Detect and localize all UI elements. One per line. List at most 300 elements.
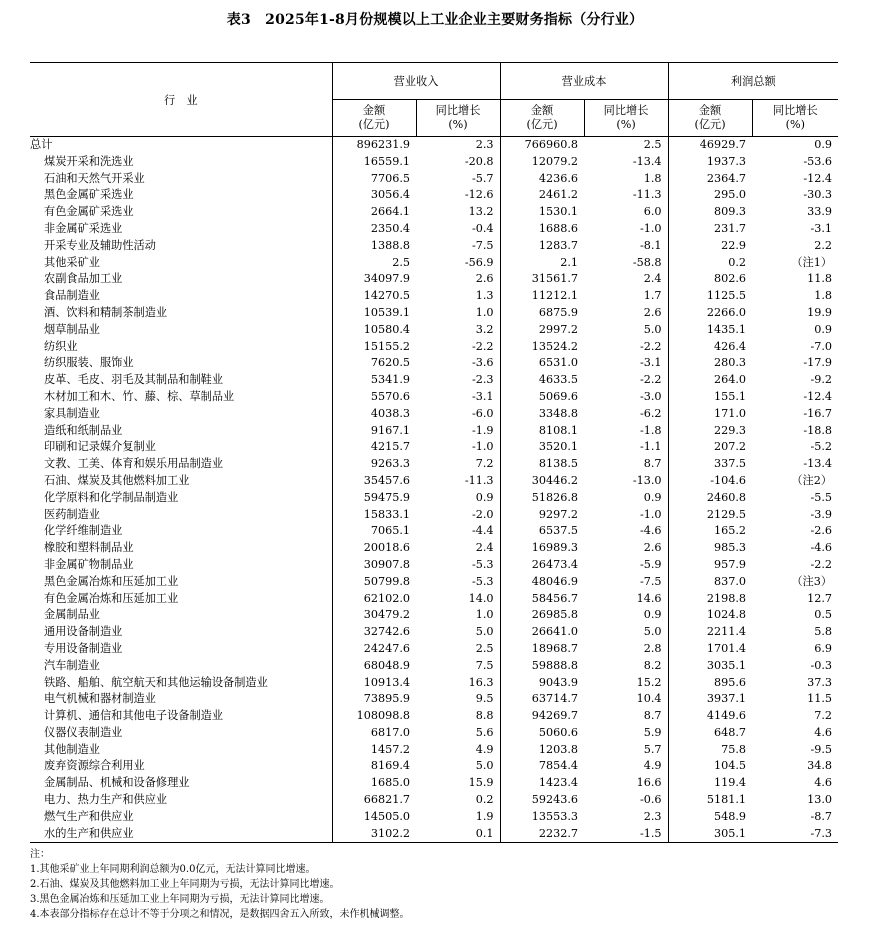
cost-amount-cell: 6531.0 <box>500 355 584 372</box>
cost-growth-cell: -1.5 <box>584 826 668 843</box>
revenue-amount-cell: 4215.7 <box>332 439 416 456</box>
industry-name-cell: 汽车制造业 <box>44 658 100 672</box>
table-row <box>30 305 838 322</box>
revenue-growth-cell: 4.9 <box>475 742 494 756</box>
profit-growth-cell: （注1） <box>791 255 833 269</box>
profit-growth-cell: （注2） <box>791 473 833 487</box>
revenue-amount-cell: 5341.9 <box>332 372 416 389</box>
revenue-amount-cell: 62102.0 <box>332 591 416 608</box>
industry-name-cell: 开采专业及辅助性活动 <box>44 238 156 252</box>
profit-growth-cell: -7.0 <box>810 339 833 353</box>
revenue-growth-cell: 5.6 <box>475 725 494 739</box>
cost-growth-cell: 0.9 <box>643 608 662 622</box>
profit-growth-cell: 2.2 <box>814 238 833 252</box>
profit-amount-cell: 207.2 <box>668 439 752 456</box>
revenue-growth-cell: 2.6 <box>475 272 494 286</box>
cost-growth-cell: 5.7 <box>643 742 662 756</box>
profit-growth-cell: 13.0 <box>807 793 833 807</box>
page-title: 表3 2025年1-8月份规模以上工业企业主要财务指标（分行业） <box>226 12 644 28</box>
profit-amount-cell: 264.0 <box>668 372 752 389</box>
profit-growth-cell: -13.4 <box>803 457 833 471</box>
profit-growth-cell: 37.3 <box>807 675 833 689</box>
revenue-growth-cell: 1.0 <box>475 305 494 319</box>
revenue-amount-cell: 1457.2 <box>332 742 416 759</box>
profit-amount-cell: 5181.1 <box>668 792 752 809</box>
revenue-growth-cell: 0.9 <box>475 490 494 504</box>
industry-name-cell: 文教、工美、体育和娱乐用品制造业 <box>44 457 224 471</box>
cost-amount-cell: 2232.7 <box>500 826 584 843</box>
profit-amount-cell: 305.1 <box>668 826 752 843</box>
revenue-amount-cell: 15155.2 <box>332 339 416 356</box>
profit-growth-cell: 12.7 <box>807 591 833 605</box>
profit-amount-cell: 895.6 <box>668 675 752 692</box>
profit-growth-cell: -9.2 <box>810 373 833 387</box>
table-row <box>30 742 838 759</box>
revenue-growth-cell: -11.3 <box>464 473 494 487</box>
industry-name-cell: 金属制品业 <box>44 608 100 622</box>
profit-amount-cell: 75.8 <box>668 742 752 759</box>
profit-amount-cell: 2460.8 <box>668 490 752 507</box>
profit-amount-cell: 802.6 <box>668 271 752 288</box>
revenue-growth-cell: -5.7 <box>471 171 494 185</box>
cost-growth-cell: 4.9 <box>643 759 662 773</box>
revenue-growth-cell: -5.3 <box>471 557 494 571</box>
profit-amount-cell: -104.6 <box>668 473 752 490</box>
industry-name-cell: 化学原料和化学制品制造业 <box>44 490 179 504</box>
industry-name-cell: 非金属矿采选业 <box>44 221 123 235</box>
cost-growth-cell: 2.4 <box>643 272 662 286</box>
cost-growth-cell: -4.6 <box>639 524 662 538</box>
profit-amount-cell: 119.4 <box>668 775 752 792</box>
profit-growth-cell: 11.8 <box>807 272 833 286</box>
industry-name-cell: 造纸和纸制品业 <box>44 423 123 437</box>
note-line: 4.本表部分指标存在总计不等于分项之和情况，是数据四舍五入所致，未作机械调整。 <box>30 909 410 920</box>
industry-name-cell: 仪器仪表制造业 <box>44 725 123 739</box>
cost-amount-cell: 51826.8 <box>500 490 584 507</box>
profit-amount-cell: 104.5 <box>668 758 752 775</box>
cost-amount-cell: 94269.7 <box>500 708 584 725</box>
header-amount: 金额 (亿元) <box>500 100 584 137</box>
profit-growth-cell: 7.2 <box>814 709 833 723</box>
profit-amount-cell: 3035.1 <box>668 658 752 675</box>
revenue-growth-cell: -1.9 <box>471 423 494 437</box>
revenue-growth-cell: -4.4 <box>471 524 494 538</box>
profit-amount-cell: 1937.3 <box>668 154 752 171</box>
cost-amount-cell: 7854.4 <box>500 758 584 775</box>
cost-growth-cell: 5.0 <box>643 625 662 639</box>
revenue-amount-cell: 30907.8 <box>332 557 416 574</box>
revenue-amount-cell: 8169.4 <box>332 758 416 775</box>
profit-amount-cell: 280.3 <box>668 355 752 372</box>
cost-amount-cell: 26641.0 <box>500 624 584 641</box>
profit-amount-cell: 1701.4 <box>668 641 752 658</box>
cost-growth-cell: 2.8 <box>643 641 662 655</box>
industry-name-cell: 电气机械和器材制造业 <box>44 692 156 706</box>
revenue-growth-cell: 8.8 <box>475 709 494 723</box>
cost-amount-cell: 31561.7 <box>500 271 584 288</box>
revenue-growth-cell: 14.0 <box>468 591 494 605</box>
cost-growth-cell: -1.0 <box>639 507 662 521</box>
industry-name-cell: 有色金属冶炼和压延加工业 <box>44 591 179 605</box>
note-line: 2.石油、煤炭及其他燃料加工业上年同期为亏损，无法计算同比增速。 <box>30 879 340 890</box>
cost-growth-cell: -3.1 <box>639 356 662 370</box>
cost-amount-cell: 4236.6 <box>500 171 584 188</box>
table-row <box>30 456 838 473</box>
note-line: 1.其他采矿业上年同期利润总额为0.0亿元，无法计算同比增速。 <box>30 864 316 875</box>
table-row <box>30 574 838 591</box>
revenue-amount-cell: 32742.6 <box>332 624 416 641</box>
table-row <box>30 271 838 288</box>
revenue-amount-cell: 3056.4 <box>332 187 416 204</box>
revenue-amount-cell: 1388.8 <box>332 238 416 255</box>
revenue-growth-cell: 3.2 <box>475 322 494 336</box>
revenue-amount-cell: 5570.6 <box>332 389 416 406</box>
profit-amount-cell: 155.1 <box>668 389 752 406</box>
revenue-amount-cell: 16559.1 <box>332 154 416 171</box>
revenue-growth-cell: -5.3 <box>471 574 494 588</box>
profit-amount-cell: 648.7 <box>668 725 752 742</box>
profit-amount-cell: 3937.1 <box>668 691 752 708</box>
cost-amount-cell: 63714.7 <box>500 691 584 708</box>
table-row <box>30 809 838 826</box>
cost-growth-cell: -2.2 <box>639 373 662 387</box>
table-row <box>30 406 838 423</box>
table-row <box>30 624 838 641</box>
cost-amount-cell: 59888.8 <box>500 658 584 675</box>
cost-amount-cell: 48046.9 <box>500 574 584 591</box>
revenue-growth-cell: 0.2 <box>475 793 494 807</box>
revenue-growth-cell: -3.6 <box>471 356 494 370</box>
cost-growth-cell: -58.8 <box>632 255 662 269</box>
industry-name-cell: 其他采矿业 <box>44 255 100 269</box>
cost-growth-cell: -5.9 <box>639 557 662 571</box>
cost-amount-cell: 12079.2 <box>500 154 584 171</box>
revenue-amount-cell: 14505.0 <box>332 809 416 826</box>
industry-name-cell: 食品制造业 <box>44 289 100 303</box>
revenue-amount-cell: 2.5 <box>332 255 416 272</box>
profit-growth-cell: -2.6 <box>810 524 833 538</box>
profit-growth-cell: -12.4 <box>803 389 833 403</box>
revenue-growth-cell: 9.5 <box>475 692 494 706</box>
profit-amount-cell: 337.5 <box>668 456 752 473</box>
profit-amount-cell: 231.7 <box>668 221 752 238</box>
revenue-amount-cell: 73895.9 <box>332 691 416 708</box>
profit-growth-cell: 4.6 <box>814 776 833 790</box>
cost-growth-cell: -2.2 <box>639 339 662 353</box>
profit-growth-cell: 0.5 <box>814 608 833 622</box>
revenue-growth-cell: -3.1 <box>471 389 494 403</box>
cost-amount-cell: 3520.1 <box>500 439 584 456</box>
cost-amount-cell: 26473.4 <box>500 557 584 574</box>
industry-name-cell: 酒、饮料和精制茶制造业 <box>44 305 168 319</box>
revenue-amount-cell: 9167.1 <box>332 423 416 440</box>
cost-growth-cell: 2.6 <box>643 305 662 319</box>
industry-name-cell: 铁路、船舶、航空航天和其他运输设备制造业 <box>44 675 268 689</box>
revenue-amount-cell: 15833.1 <box>332 507 416 524</box>
table-row <box>30 255 838 272</box>
cost-growth-cell: -1.0 <box>639 221 662 235</box>
industry-name-cell: 金属制品、机械和设备修理业 <box>44 776 190 790</box>
cost-growth-cell: -11.3 <box>632 188 662 202</box>
revenue-growth-cell: -12.6 <box>464 188 494 202</box>
table-row <box>30 792 838 809</box>
table-row <box>30 507 838 524</box>
revenue-growth-cell: 7.5 <box>475 658 494 672</box>
table-row <box>30 826 838 843</box>
profit-growth-cell: 1.8 <box>814 289 833 303</box>
table-row <box>30 540 838 557</box>
revenue-growth-cell: 1.0 <box>475 608 494 622</box>
revenue-growth-cell: 5.0 <box>475 625 494 639</box>
cost-amount-cell: 13553.3 <box>500 809 584 826</box>
revenue-amount-cell: 9263.3 <box>332 456 416 473</box>
profit-amount-cell: 22.9 <box>668 238 752 255</box>
profit-growth-cell: 0.9 <box>814 322 833 336</box>
table-row <box>30 658 838 675</box>
cost-amount-cell: 2997.2 <box>500 322 584 339</box>
cost-growth-cell: -3.0 <box>639 389 662 403</box>
table-row <box>30 339 838 356</box>
cost-amount-cell: 26985.8 <box>500 607 584 624</box>
revenue-growth-cell: 1.3 <box>475 289 494 303</box>
revenue-growth-cell: -0.4 <box>471 221 494 235</box>
note-line: 注： <box>30 849 50 860</box>
cost-growth-cell: -13.0 <box>632 473 662 487</box>
profit-amount-cell: 165.2 <box>668 523 752 540</box>
cost-amount-cell: 1423.4 <box>500 775 584 792</box>
cost-amount-cell: 13524.2 <box>500 339 584 356</box>
revenue-amount-cell: 20018.6 <box>332 540 416 557</box>
industry-name-cell: 纺织业 <box>44 339 78 353</box>
revenue-amount-cell: 2350.4 <box>332 221 416 238</box>
cost-growth-cell: 8.2 <box>643 658 662 672</box>
industry-name-cell: 专用设备制造业 <box>44 641 123 655</box>
industry-name-cell: 计算机、通信和其他电子设备制造业 <box>44 709 224 723</box>
profit-amount-cell: 809.3 <box>668 204 752 221</box>
cost-amount-cell: 59243.6 <box>500 792 584 809</box>
profit-growth-cell: -4.6 <box>810 541 833 555</box>
revenue-growth-cell: -2.2 <box>471 339 494 353</box>
revenue-amount-cell: 896231.9 <box>332 137 416 154</box>
profit-growth-cell: 11.5 <box>807 692 833 706</box>
cost-growth-cell: -0.6 <box>639 793 662 807</box>
cost-growth-cell: -1.1 <box>639 440 662 454</box>
revenue-amount-cell: 10913.4 <box>332 675 416 692</box>
cost-amount-cell: 1203.8 <box>500 742 584 759</box>
cost-growth-cell: 14.6 <box>636 591 662 605</box>
cost-amount-cell: 58456.7 <box>500 591 584 608</box>
profit-amount-cell: 957.9 <box>668 557 752 574</box>
revenue-amount-cell: 59475.9 <box>332 490 416 507</box>
industry-name-cell: 电力、热力生产和供应业 <box>44 793 168 807</box>
profit-growth-cell: -7.3 <box>752 826 838 843</box>
financial-indicators-table <box>30 62 838 843</box>
cost-amount-cell: 9043.9 <box>500 675 584 692</box>
profit-growth-cell: -2.2 <box>810 557 833 571</box>
revenue-amount-cell: 7065.1 <box>332 523 416 540</box>
profit-growth-cell: -0.3 <box>810 658 833 672</box>
revenue-amount-cell: 6817.0 <box>332 725 416 742</box>
header-revenue: 营业收入 <box>332 63 500 100</box>
profit-amount-cell: 2364.7 <box>668 171 752 188</box>
industry-name-cell: 化学纤维制造业 <box>44 524 123 538</box>
revenue-growth-cell: 16.3 <box>468 675 494 689</box>
industry-name-cell: 通用设备制造业 <box>44 625 123 639</box>
industry-name-cell: 印刷和记录媒介复制业 <box>44 440 156 454</box>
header-profit: 利润总额 <box>668 63 838 100</box>
notes <box>30 847 410 922</box>
revenue-growth-cell: 0.1 <box>416 826 500 843</box>
profit-growth-cell: 33.9 <box>807 205 833 219</box>
industry-name-cell: 皮革、毛皮、羽毛及其制品和制鞋业 <box>44 373 224 387</box>
cost-amount-cell: 8138.5 <box>500 456 584 473</box>
industry-name-cell: 烟草制品业 <box>44 322 100 336</box>
header-growth: 同比增长 (%) <box>584 100 668 137</box>
revenue-growth-cell: -20.8 <box>464 154 494 168</box>
table-row <box>30 708 838 725</box>
profit-growth-cell: -18.8 <box>803 423 833 437</box>
industry-name-cell: 非金属矿物制品业 <box>44 557 134 571</box>
revenue-amount-cell: 24247.6 <box>332 641 416 658</box>
table-row <box>30 523 838 540</box>
cost-amount-cell: 8108.1 <box>500 423 584 440</box>
cost-growth-cell: 8.7 <box>643 709 662 723</box>
industry-name-cell: 黑色金属冶炼和压延加工业 <box>44 574 179 588</box>
profit-amount-cell: 295.0 <box>668 187 752 204</box>
cost-amount-cell: 3348.8 <box>500 406 584 423</box>
revenue-amount-cell: 108098.8 <box>332 708 416 725</box>
cost-growth-cell: 1.8 <box>643 171 662 185</box>
table-row <box>30 775 838 792</box>
revenue-growth-cell: 13.2 <box>468 205 494 219</box>
header-cost: 营业成本 <box>500 63 668 100</box>
cost-amount-cell: 1283.7 <box>500 238 584 255</box>
table-row <box>30 355 838 372</box>
industry-name-cell: 煤炭开采和洗选业 <box>44 154 134 168</box>
revenue-amount-cell: 66821.7 <box>332 792 416 809</box>
profit-growth-cell: 6.9 <box>814 641 833 655</box>
table-row <box>30 758 838 775</box>
revenue-growth-cell: 5.0 <box>475 759 494 773</box>
industry-name-cell: 有色金属矿采选业 <box>44 205 134 219</box>
cost-amount-cell: 5069.6 <box>500 389 584 406</box>
profit-amount-cell: 2211.4 <box>668 624 752 641</box>
industry-name-cell: 水的生产和供应业 <box>30 826 332 843</box>
table-row <box>30 154 838 171</box>
revenue-amount-cell: 10539.1 <box>332 305 416 322</box>
profit-growth-cell: 0.9 <box>814 138 833 151</box>
table-row <box>30 372 838 389</box>
cost-growth-cell: -6.2 <box>639 406 662 420</box>
profit-amount-cell: 2198.8 <box>668 591 752 608</box>
table-row <box>30 725 838 742</box>
revenue-amount-cell: 2664.1 <box>332 204 416 221</box>
industry-name-cell: 橡胶和塑料制品业 <box>44 541 134 555</box>
cost-amount-cell: 5060.6 <box>500 725 584 742</box>
revenue-growth-cell: -7.5 <box>471 238 494 252</box>
industry-name-cell: 废弃资源综合利用业 <box>44 759 145 773</box>
cost-amount-cell: 18968.7 <box>500 641 584 658</box>
table-row <box>30 641 838 658</box>
revenue-amount-cell: 10580.4 <box>332 322 416 339</box>
revenue-growth-cell: -1.0 <box>471 440 494 454</box>
profit-growth-cell: 19.9 <box>807 305 833 319</box>
table-row <box>30 322 838 339</box>
revenue-amount-cell: 4038.3 <box>332 406 416 423</box>
header-amount: 金额 (亿元) <box>332 100 416 137</box>
cost-growth-cell: 10.4 <box>636 692 662 706</box>
profit-amount-cell: 1024.8 <box>668 607 752 624</box>
profit-amount-cell: 229.3 <box>668 423 752 440</box>
revenue-growth-cell: 2.3 <box>475 138 494 151</box>
revenue-growth-cell: 2.5 <box>475 641 494 655</box>
industry-name-cell: 家具制造业 <box>44 406 100 420</box>
profit-amount-cell: 1125.5 <box>668 288 752 305</box>
profit-amount-cell: 46929.7 <box>668 137 752 154</box>
cost-growth-cell: 8.7 <box>643 457 662 471</box>
revenue-amount-cell: 68048.9 <box>332 658 416 675</box>
revenue-growth-cell: 1.9 <box>475 809 494 823</box>
profit-growth-cell: -8.7 <box>810 809 833 823</box>
table-row <box>30 221 838 238</box>
cost-amount-cell: 16989.3 <box>500 540 584 557</box>
industry-name-cell: 石油、煤炭及其他燃料加工业 <box>44 473 190 487</box>
revenue-amount-cell: 14270.5 <box>332 288 416 305</box>
table-row <box>30 439 838 456</box>
cost-growth-cell: 5.0 <box>643 322 662 336</box>
cost-amount-cell: 1530.1 <box>500 204 584 221</box>
profit-amount-cell: 0.2 <box>668 255 752 272</box>
cost-amount-cell: 1688.6 <box>500 221 584 238</box>
cost-growth-cell: 5.9 <box>643 725 662 739</box>
cost-amount-cell: 4633.5 <box>500 372 584 389</box>
cost-growth-cell: 2.3 <box>643 809 662 823</box>
profit-amount-cell: 1435.1 <box>668 322 752 339</box>
profit-amount-cell: 548.9 <box>668 809 752 826</box>
header-growth: 同比增长 (%) <box>752 100 838 137</box>
table-row <box>30 288 838 305</box>
profit-growth-cell: -12.4 <box>803 171 833 185</box>
revenue-amount-cell: 7706.5 <box>332 171 416 188</box>
cost-growth-cell: 16.6 <box>636 776 662 790</box>
cost-growth-cell: 2.6 <box>643 541 662 555</box>
profit-growth-cell: -17.9 <box>803 356 833 370</box>
profit-amount-cell: 2266.0 <box>668 305 752 322</box>
table-row <box>30 591 838 608</box>
revenue-amount-cell: 34097.9 <box>332 271 416 288</box>
cost-amount-cell: 6875.9 <box>500 305 584 322</box>
cost-amount-cell: 30446.2 <box>500 473 584 490</box>
table-row <box>30 204 838 221</box>
profit-growth-cell: -3.1 <box>810 221 833 235</box>
industry-name-cell: 其他制造业 <box>44 742 100 756</box>
cost-amount-cell: 2.1 <box>500 255 584 272</box>
profit-growth-cell: -3.9 <box>810 507 833 521</box>
industry-name-cell: 纺织服装、服饰业 <box>44 356 134 370</box>
cost-amount-cell: 9297.2 <box>500 507 584 524</box>
profit-growth-cell: 4.6 <box>814 725 833 739</box>
profit-growth-cell: -9.5 <box>810 742 833 756</box>
table-row <box>30 473 838 490</box>
revenue-growth-cell: -6.0 <box>471 406 494 420</box>
cost-growth-cell: 0.9 <box>643 490 662 504</box>
revenue-amount-cell: 50799.8 <box>332 574 416 591</box>
profit-growth-cell: 5.8 <box>814 625 833 639</box>
header-industry: 行 业 <box>30 63 332 137</box>
profit-growth-cell: -53.6 <box>803 154 833 168</box>
revenue-amount-cell: 7620.5 <box>332 355 416 372</box>
cost-amount-cell: 2461.2 <box>500 187 584 204</box>
